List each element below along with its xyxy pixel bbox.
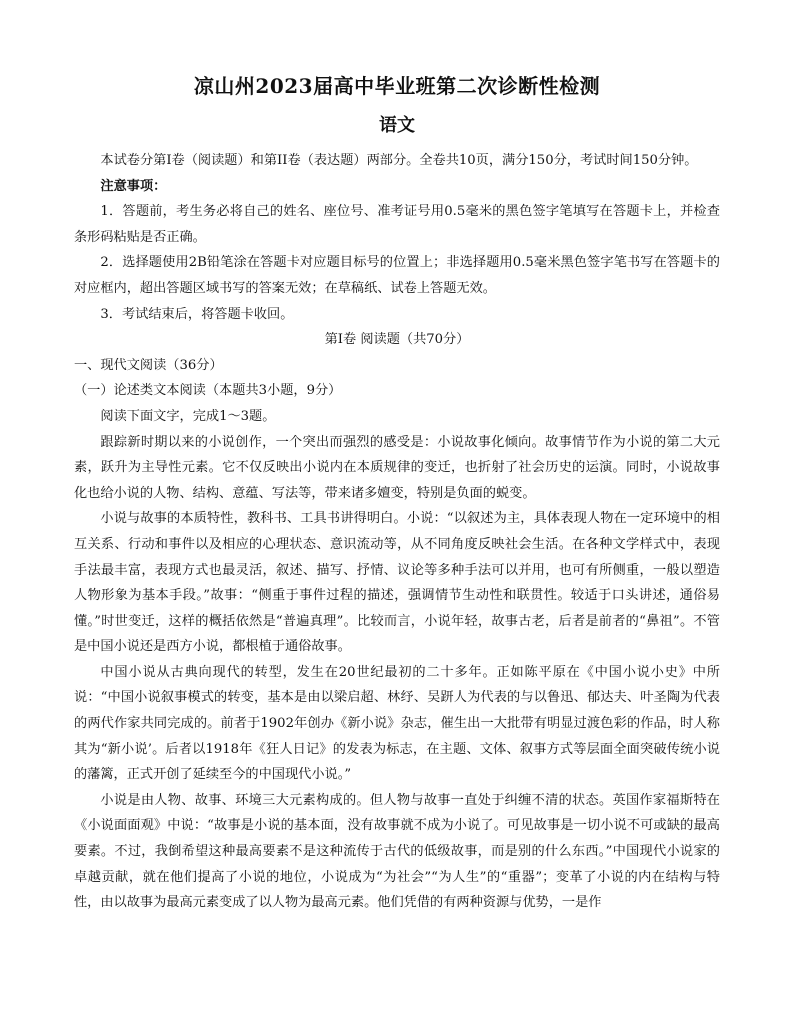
body-paragraph: 跟踪新时期以来的小说创作，一个突出而强烈的感受是：小说故事化倾向。故事情节作为小说的第二大元素，跃升为主导性元素。它不仅反映出小说内在本质规律的变迁，也折射了社会历史的运演。同时，小说故事化也给小说的人物、结构、意蕴、写法等，带来诸多嬗变，特别是负面的蜕变。 — [74, 434, 720, 501]
subsection-heading: （一）论述类文本阅读（本题共3小题，9分） — [74, 383, 342, 399]
notice-item-1: 1．答题前，考生务必将自己的姓名、座位号、准考证号用0.5毫米的黑色签字笔填写在答题卡上，并检查条形码粘贴是否正确。 — [74, 204, 720, 245]
notice-item-3: 3．考试结束后，将答题卡收回。 — [100, 306, 294, 322]
section-heading: 一、现代文阅读（36分） — [74, 357, 223, 373]
page-title: 凉山州2023届高中毕业班第二次诊断性检测 — [193, 74, 601, 98]
body-paragraph: 小说是由人物、故事、环境三大元素构成的。但人物与故事一直处于纠缠不清的状态。英国作家福斯特在《小说面面观》中说：“故事是小说的基本面，没有故事就不成为小说了。可见故事是一切小说不可或缺的最高要素。不过，我倒希望这种最高要素不是这种流传于古代的低级故事，而是别的什么东西。”中国现代小说家的卓越贡献，就在他们提高了小说的地位，小说成为“为社会”“为人生”的“重器”；变革了小说的内在结构与特性，由以故事为最高元素变成了以人物为最高元素。他们凭借的有两种资源与优势，一是作 — [74, 792, 720, 911]
part-heading: 第I卷 阅读题（共70分） — [324, 332, 470, 348]
reading-instruction: 阅读下面文字，完成1～3题。 — [100, 408, 276, 424]
exam-intro: 本试卷分第I卷（阅读题）和第II卷（表达题）两部分。全卷共10页，满分150分，考试时间150分钟。 — [100, 153, 698, 168]
body-paragraph: 小说与故事的本质特性，教科书、工具书讲得明白。小说：“以叙述为主，具体表现人物在一定环境中的相互关系、行动和事件以及相应的心理状态、意识流动等，从不同角度反映社会生活。在各种文学样式中，表现手法最丰富，表现方式也最灵活，叙述、描写、抒情、议论等多种手法可以并用，也可有所侧重，一般以塑造人物形象为基本手段。”故事：“侧重于事件过程的描述，强调情节生动性和联贯性。较适于口头讲述，通俗易懂。”时世变迁，这样的概括依然是“普遍真理”。比较而言，小说年轻，故事古老，后者是前者的“鼻祖”。不管是中国小说还是西方小说，都根植于通俗故事。 — [74, 511, 720, 655]
notice-label: 注意事项： — [100, 178, 167, 194]
notice-item-2: 2．选择题使用2B铅笔涂在答题卡对应题目标号的位置上；非选择题用0.5毫米黑色签字笔书写在答题卡的对应框内，超出答题区域书写的答案无效；在草稿纸、试卷上答题无效。 — [74, 255, 720, 296]
subject-title: 语文 — [379, 115, 415, 136]
body-paragraph: 中国小说从古典向现代的转型，发生在20世纪最初的二十多年。正如陈平原在《中国小说小史》中所说：“中国小说叙事模式的转变，基本是由以梁启超、林纾、吴趼人为代表的与以鲁迅、郁达夫、叶圣陶为代表的两代作家共同完成的。前者于1902年创办《新小说》杂志，催生出一大批带有明显过渡色彩的作品，时人称其为“新小说’。后者以1918年《狂人日记》的发表为标志，在主题、文体、叙事方式等层面全面突破传统小说的藩篱，正式开创了延续至今的中国现代小说。” — [74, 664, 720, 783]
